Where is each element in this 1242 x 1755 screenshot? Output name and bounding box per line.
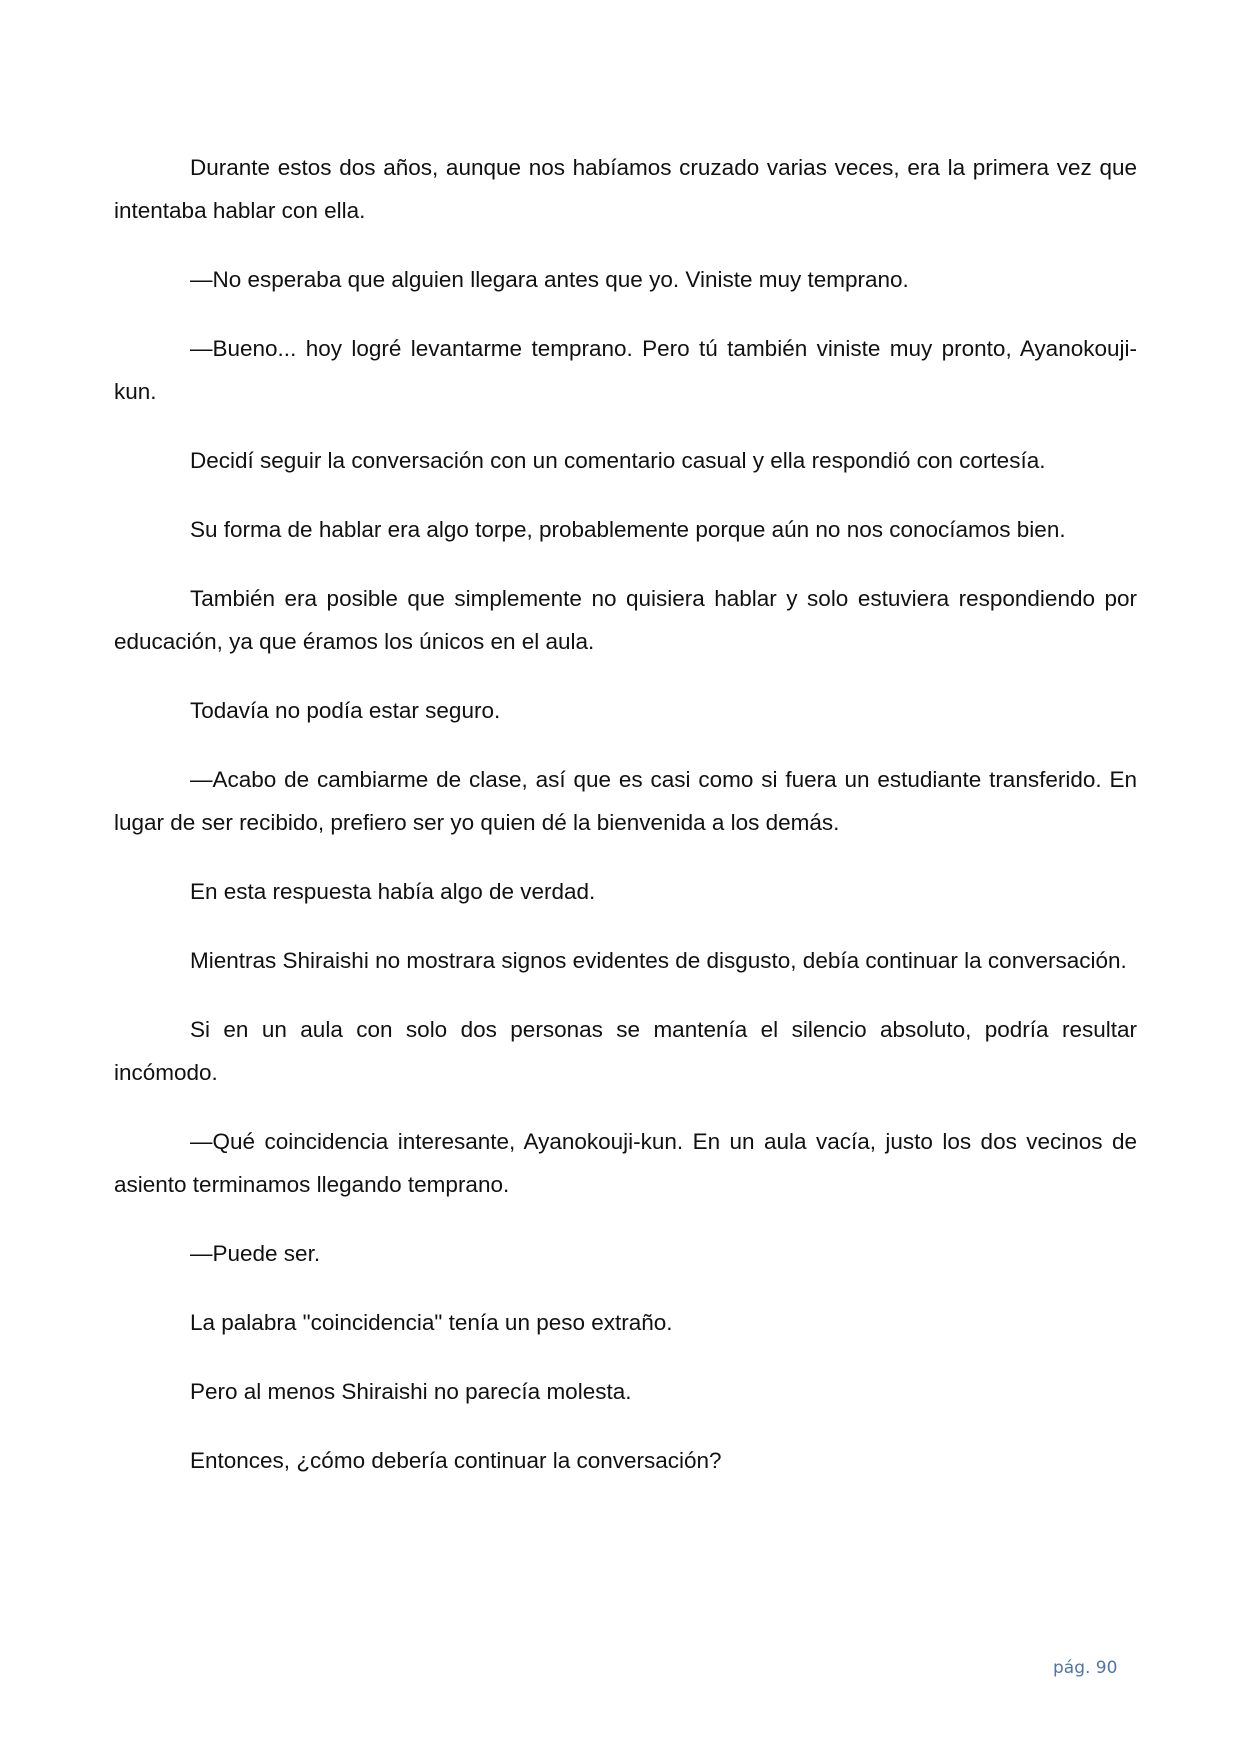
paragraph: Todavía no podía estar seguro. (190, 698, 501, 723)
body-text (114, 146, 1137, 1508)
paragraph: La palabra "coincidencia" tenía un peso extraño. (190, 1310, 673, 1335)
paragraph: —No esperaba que alguien llegara antes que yo. Viniste muy temprano. (190, 267, 909, 292)
paragraph: Si en un aula con solo dos personas se mantenía el silencio absoluto, podría resultar incómodo. (114, 1017, 1137, 1085)
paragraph: —Qué coincidencia interesante, Ayanokouji-kun. En un aula vacía, justo los dos vecinos de asiento terminamos llegando temprano. (114, 1129, 1137, 1197)
paragraph: Su forma de hablar era algo torpe, probablemente porque aún no nos conocíamos bien. (190, 517, 1066, 542)
paragraph: Entonces, ¿cómo debería continuar la conversación? (190, 1448, 722, 1473)
paragraph: Mientras Shiraishi no mostrara signos evidentes de disgusto, debía continuar la conversación. (190, 948, 1127, 973)
paragraph: Durante estos dos años, aunque nos habíamos cruzado varias veces, era la primera vez que intentaba hablar con ella. (114, 155, 1137, 223)
paragraph: —Puede ser. (190, 1241, 321, 1266)
page-number: pág. 90 (1053, 1658, 1118, 1678)
paragraph: —Bueno... hoy logré levantarme temprano. Pero tú también viniste muy pronto, Ayanokouji-kun. (114, 336, 1137, 404)
paragraph: En esta respuesta había algo de verdad. (190, 879, 596, 904)
paragraph: Decidí seguir la conversación con un comentario casual y ella respondió con cortesía. (190, 448, 1046, 473)
paragraph: —Acabo de cambiarme de clase, así que es casi como si fuera un estudiante transferido. En lugar de ser recibido, prefiero ser yo quien dé la bienvenida a los demás. (114, 767, 1137, 835)
paragraph: Pero al menos Shiraishi no parecía molesta. (190, 1379, 632, 1404)
paragraph: También era posible que simplemente no quisiera hablar y solo estuviera respondiendo por educación, ya que éramos los únicos en el aula. (114, 586, 1137, 654)
